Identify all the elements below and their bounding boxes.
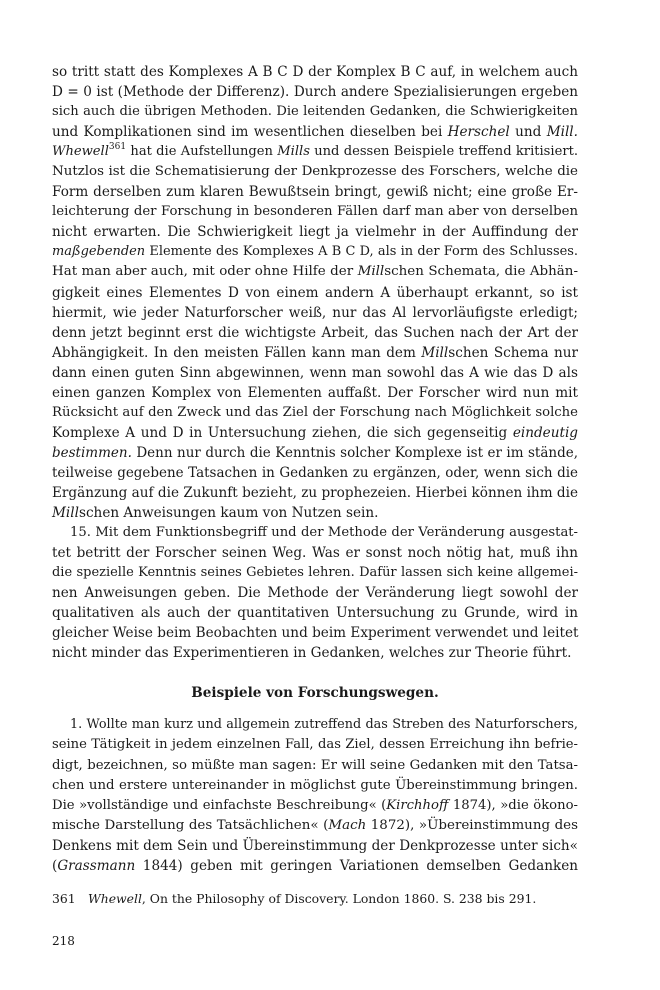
text-line: Die »vollständige und einfachste Beschreibung« (Kirchhoff 1874), »die ökono- — [52, 797, 579, 813]
text-line: 15. Mit dem Funktionsbegriff und der Methode der Veränderung ausgestat- — [70, 525, 578, 541]
page-body — [52, 62, 578, 876]
paragraph-15 — [52, 523, 578, 663]
text-line: Form derselben zum klaren Bewußtsein bringt, gewiß nicht; eine große Er- — [52, 184, 578, 201]
text-line: so tritt statt des Komplexes A B C D der Komplex B C auf, in welchem auch — [52, 64, 578, 80]
text-line: leichterung der Forschung in besonderen Fällen darf man aber von derselben — [52, 204, 578, 220]
text-line: chen und erstere untereinander in möglichst gute Übereinstimmung bringen. — [52, 777, 578, 793]
text-line: Hat man aber auch, mit oder ohne Hilfe der Millschen Schemata, die Abhän- — [52, 264, 578, 280]
paragraph-examples — [52, 715, 578, 875]
text-line: Millschen Anweisungen kaum von Nutzen sein. — [52, 505, 379, 522]
text-line: denn jetzt beginnt erst die wichtigste Arbeit, das Suchen nach der Art der — [52, 324, 578, 341]
text-line: nicht erwarten. Die Schwierigkeit liegt ja vielmehr in der Auffindung der — [52, 224, 578, 241]
text-line: teilweise gegebene Tatsachen in Gedanken zu ergänzen, oder, wenn sich die — [52, 464, 578, 481]
text-line: nicht minder das Experimentieren in Gedanken, welches zur Theorie führt. — [52, 645, 572, 662]
footnote-author: Whewell — [88, 891, 142, 906]
text-line: dann einen guten Sinn abgewinnen, wenn man sowohl das A wie das D als — [52, 364, 578, 381]
text-line: einen ganzen Komplex von Elementen auffaßt. Der Forscher wird nun mit — [52, 384, 578, 401]
text-line: maßgebenden Elemente des Komplexes A B C D, als in der Form des Schlusses. — [52, 244, 578, 260]
footnote — [52, 890, 578, 908]
footnote-number: 361 — [52, 891, 76, 906]
text-line: digt, bezeichnen, so müßte man sagen: Er will seine Gedanken mit den Tatsa- — [52, 757, 578, 773]
text-line: und Komplikationen sind im wesentlichen dieselben bei Herschel und Mill. — [52, 124, 578, 141]
text-line: Abhängigkeit. In den meisten Fällen kann man dem Millschen Schema nur — [52, 344, 578, 361]
paragraph-methods — [52, 62, 578, 523]
text-line: hiermit, wie jeder Naturforscher weiß, nur das Al lervorläufigste erledigt; — [52, 304, 578, 321]
text-line: Rücksicht auf den Zweck und das Ziel der Forschung nach Möglichkeit solche — [52, 404, 578, 420]
text-line: Nutzlos ist die Schematisierung der Denkprozesse des Forschers, welche die — [52, 164, 578, 180]
footnote-text: , On the Philosophy of Discovery. London 1860. S. 238 bis 291. — [141, 891, 537, 906]
section-heading: Beispiele von Forschungswegen. — [191, 685, 439, 702]
text-line: nen Anweisungen geben. Die Methode der Veränderung liegt sowohl der — [52, 585, 578, 602]
text-line: sich auch die übrigen Methoden. Die leitenden Gedanken, die Schwierigkeiten — [52, 104, 578, 120]
text-line: (Grassmann 1844) geben mit geringen Variationen demselben Gedanken — [52, 857, 578, 874]
text-line: gleicher Weise beim Beobachten und beim Experiment verwendet und leitet — [52, 625, 579, 642]
text-line: Komplexe A und D in Untersuchung ziehen, die sich gegenseitig eindeutig — [52, 424, 578, 441]
text-line: mische Darstellung des Tatsächlichen« (Mach 1872), »Übereinstimmung des — [52, 817, 578, 833]
text-line: 1. Wollte man kurz und allgemein zutreffend das Streben des Naturforschers, — [70, 717, 578, 733]
text-line: gigkeit eines Elementes D von einem andern A überhaupt erkannt, so ist — [52, 284, 578, 301]
text-line: D = 0 ist (Methode der Differenz). Durch andere Spezialisierungen ergeben — [52, 84, 578, 101]
text-line: bestimmen. Denn nur durch die Kenntnis solcher Komplexe ist er im stände, — [52, 444, 578, 461]
text-line: Denkens mit dem Sein und Übereinstimmung der Denkprozesse unter sich« — [52, 837, 578, 854]
text-line: qualitativen als auch der quantitativen Untersuchung zu Grunde, wird in — [52, 605, 578, 622]
text-line: tet betritt der Forscher seinen Weg. Was er sonst noch nötig hat, muß ihn — [52, 545, 578, 562]
text-line: Whewell$^{361}$ hat die Aufstellungen Mills und dessen Beispiele treffend kritisiert. — [52, 142, 578, 160]
text-line: die spezielle Kenntnis seines Gebietes lehren. Dafür lassen sich keine allgemei- — [52, 565, 578, 581]
text-line: Ergänzung auf die Zukunft bezieht, zu prophezeien. Hierbei können ihm die — [52, 484, 578, 501]
page-number: 218 — [52, 934, 75, 948]
footnote-ref: 361 — [108, 142, 127, 153]
text-line: seine Tätigkeit in jedem einzelnen Fall, das Ziel, dessen Erreichung ihn befrie- — [52, 737, 578, 753]
